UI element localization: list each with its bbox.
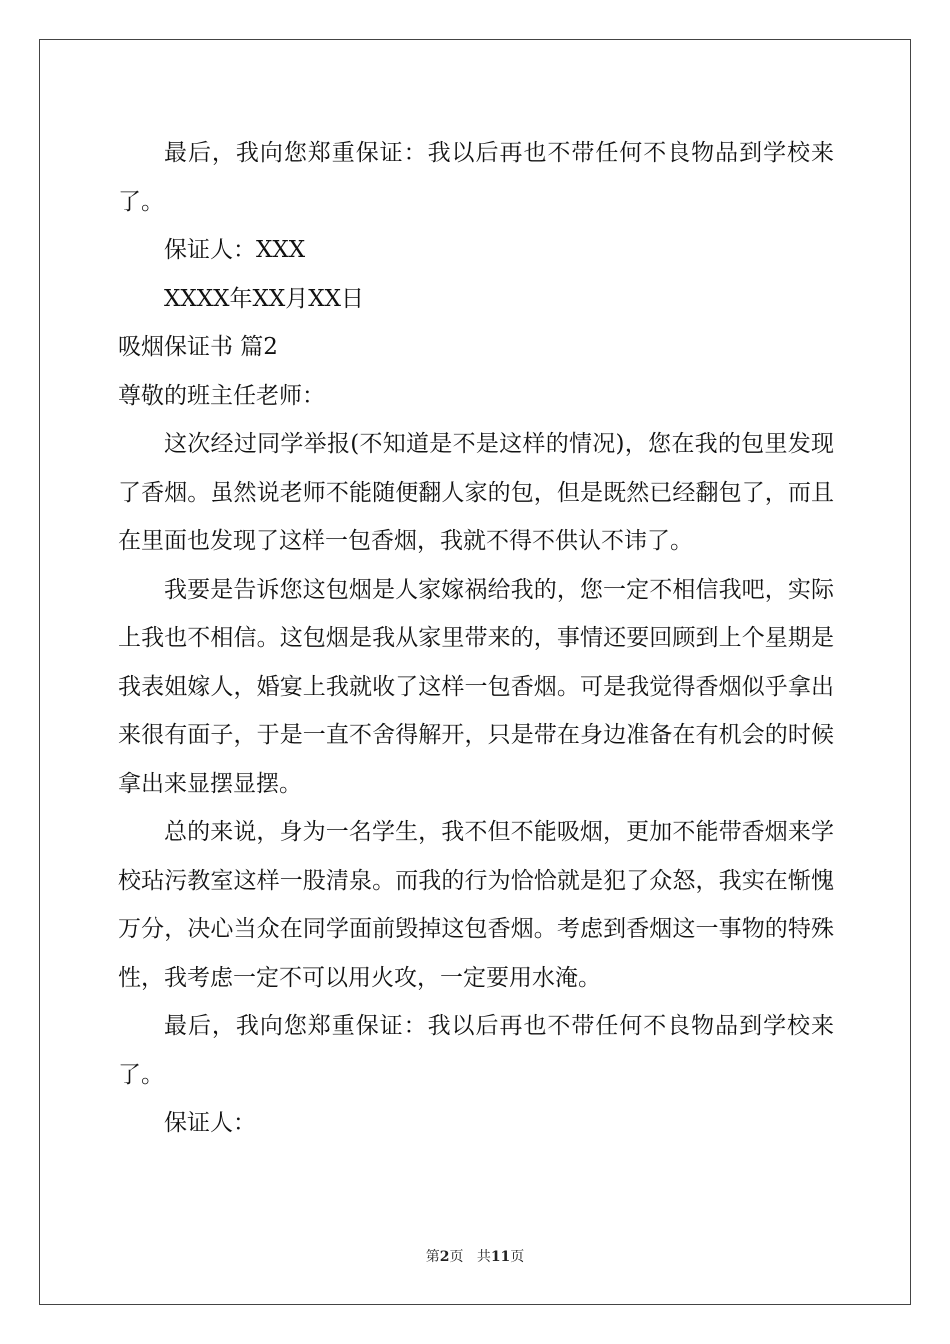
document-body (118, 129, 834, 1148)
footer-page-unit: 页 (449, 1249, 464, 1265)
salutation: 尊敬的班主任老师： (118, 382, 325, 409)
paragraph-closing-pledge: 最后，我向您郑重保证：我以后再也不带任何不良物品到学校来了。 (118, 140, 834, 215)
paragraph-body-2: 我要是告诉您这包烟是人家嫁祸给我的，您一定不相信我吧，实际上我也不相信。这包烟是我从家里带来的，事情还要回顾到上个星期是我表姐嫁人，婚宴上我就收了这样一包香烟。可是我觉得香烟似乎拿出来很有面子，于是一直不舍得解开，只是带在身边准备在有机会的时候拿出来显摆显摆。 (118, 576, 834, 797)
section-heading: 吸烟保证书 篇2 (118, 334, 278, 360)
footer-page-current: 2 (439, 1249, 450, 1265)
footer-page-prefix: 第 (425, 1249, 440, 1265)
footer-page-total: 11 (490, 1249, 511, 1265)
page-footer (0, 1246, 950, 1266)
paragraph-body-3: 总的来说，身为一名学生，我不但不能吸烟，更加不能带香烟来学校玷污教室这样一股清泉。而我的行为恰恰就是犯了众怒，我实在惭愧万分，决心当众在同学面前毁掉这包香烟。考虑到香烟这一事物的特殊性，我考虑一定不可以用火攻，一定要用水淹。 (118, 819, 834, 991)
footer-total-prefix: 共 (476, 1249, 491, 1265)
paragraph-date: XXXX年XX月XX日 (164, 285, 364, 312)
paragraph-body-1: 这次经过同学举报(不知道是不是这样的情况)，您在我的包里发现了香烟。虽然说老师不能随便翻人家的包，但是既然已经翻包了，而且在里面也发现了这样一包香烟，我就不得不供认不讳了。 (118, 431, 834, 554)
paragraph-guarantor: 保证人：XXX (164, 237, 306, 263)
paragraph-closing-pledge-2: 最后，我向您郑重保证：我以后再也不带任何不良物品到学校来了。 (118, 1013, 834, 1088)
paragraph-guarantor-2: 保证人： (164, 1110, 256, 1136)
footer-total-unit: 页 (510, 1249, 525, 1265)
